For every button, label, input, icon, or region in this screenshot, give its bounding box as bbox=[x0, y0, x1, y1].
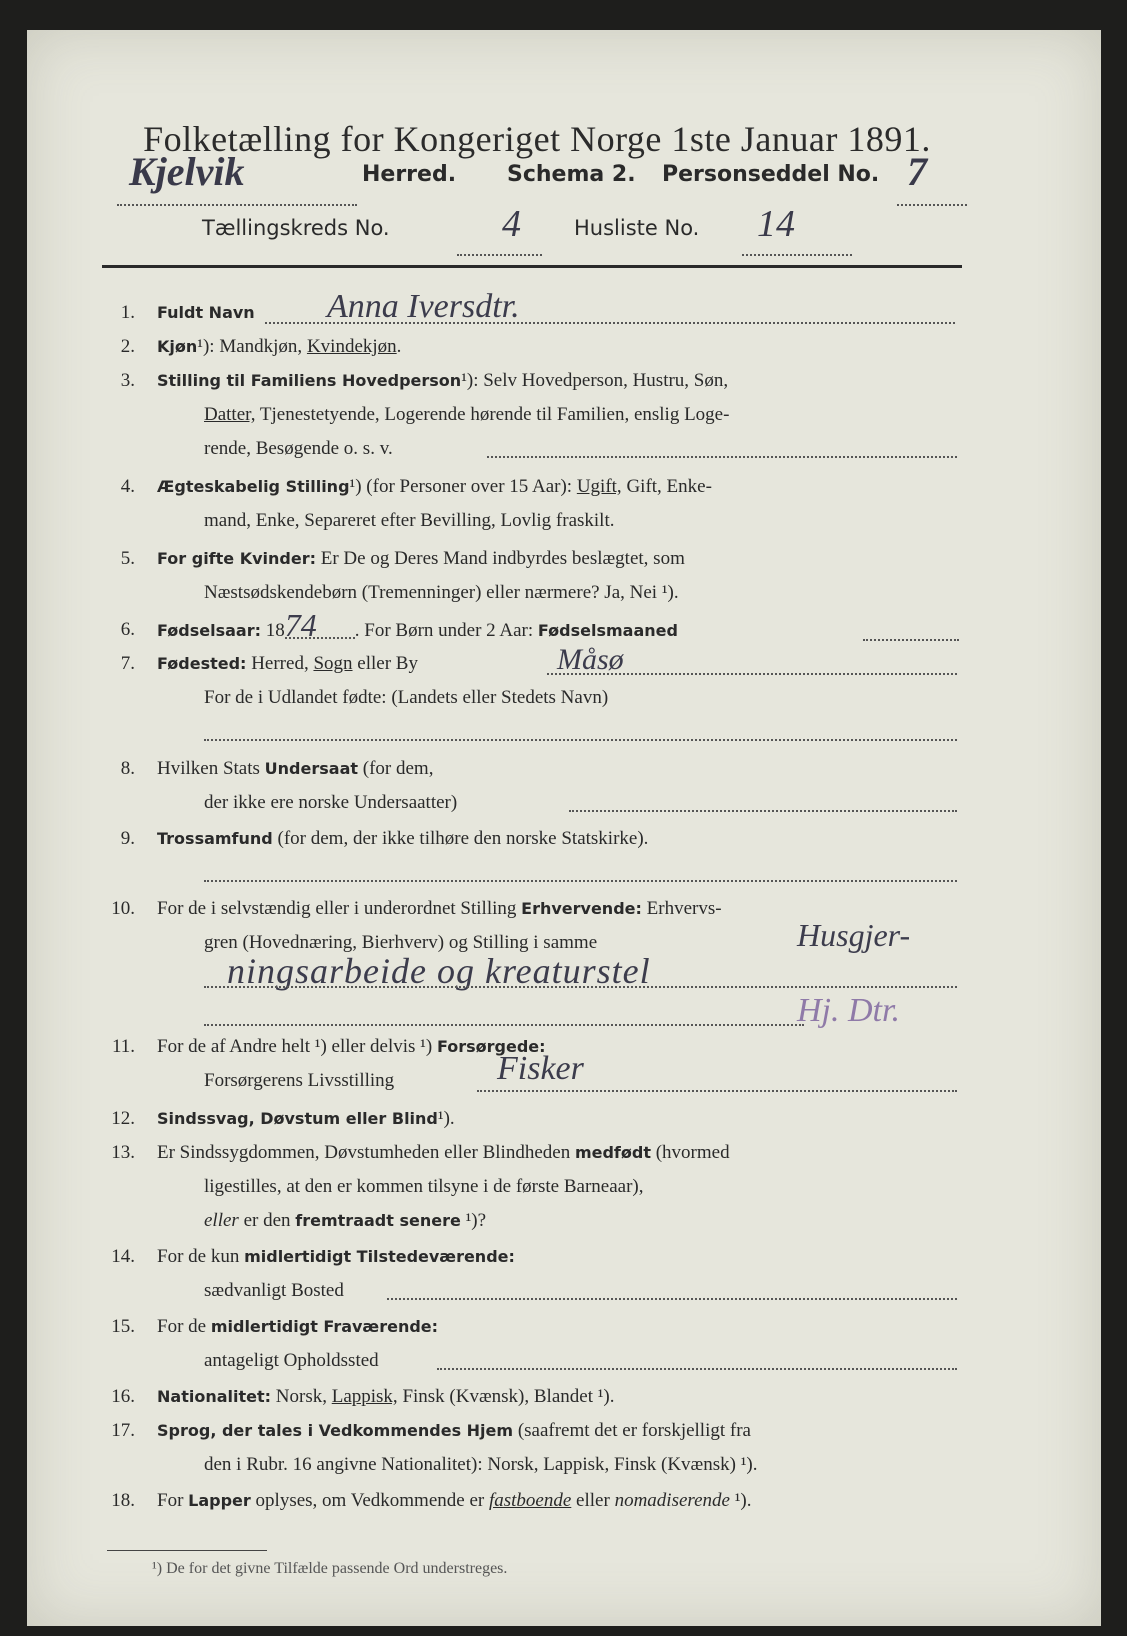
item-text: ¹): Selv Hovedperson, Hustru, Søn, bbox=[461, 370, 729, 391]
item-number: 10. bbox=[111, 898, 135, 919]
herred-name: Kjelvik bbox=[129, 149, 245, 194]
item-number: 1. bbox=[120, 302, 135, 323]
kreds-label: Tællingskreds No. bbox=[202, 216, 390, 240]
item-text: (hvormed bbox=[650, 1142, 730, 1163]
item-label: Kjøn bbox=[157, 337, 198, 356]
item-text: ¹)? bbox=[460, 1210, 487, 1231]
item-text: Erhvervs- bbox=[641, 898, 722, 919]
item-number: 6. bbox=[120, 619, 135, 640]
item-label: Fødselsmaaned bbox=[537, 621, 678, 640]
item-text: Norsk, bbox=[271, 1386, 332, 1407]
item-text: eller bbox=[571, 1490, 615, 1511]
item-text: er den bbox=[238, 1210, 296, 1231]
item-number: 7. bbox=[120, 653, 135, 674]
herred-label: Herred. bbox=[362, 162, 457, 187]
item-number: 4. bbox=[120, 476, 135, 497]
item-label: Fuldt Navn bbox=[157, 303, 255, 322]
selected-option: Lappisk, bbox=[331, 1386, 398, 1407]
item-label: Fødested: bbox=[157, 654, 247, 673]
item-12 bbox=[87, 1102, 967, 1136]
item-text: mand, Enke, Separeret efter Bevilling, Lovlig fraskilt. bbox=[204, 510, 615, 531]
item-text: For de af Andre helt ¹) eller delvis ¹) bbox=[157, 1036, 437, 1057]
item-label: midlertidigt Fraværende: bbox=[210, 1317, 439, 1336]
item-number: 5. bbox=[120, 548, 135, 569]
item-label: Ægteskabelig Stilling bbox=[157, 477, 350, 496]
item-label: Lapper bbox=[188, 1491, 251, 1510]
item-text: Er Sindssygdommen, Døvstumheden eller Blindheden bbox=[157, 1142, 575, 1163]
personseddel-label: Personseddel No. bbox=[662, 162, 880, 187]
item-15 bbox=[87, 1310, 967, 1378]
item-text: (for dem, bbox=[358, 758, 434, 779]
item-9 bbox=[87, 822, 967, 890]
item-label: Stilling til Familiens Hovedperson bbox=[157, 371, 462, 390]
item-text: nomadiserende bbox=[614, 1490, 730, 1511]
item-number: 9. bbox=[120, 828, 135, 849]
item-label: Nationalitet: bbox=[157, 1387, 272, 1406]
item-label: Sindssvag, Døvstum eller Blind bbox=[157, 1109, 438, 1128]
footnote-divider bbox=[107, 1550, 267, 1551]
item-text: For de i selvstændig eller i underordnet Stilling bbox=[157, 898, 522, 919]
provider-value: Fisker bbox=[497, 1050, 584, 1087]
item-number: 11. bbox=[111, 1036, 135, 1057]
item-text: antageligt Opholdssted bbox=[204, 1350, 379, 1371]
kreds-no: 4 bbox=[502, 203, 521, 245]
item-text: eller bbox=[204, 1210, 239, 1231]
item-text: For de i Udlandet fødte: (Landets eller Stedets Navn) bbox=[204, 687, 609, 708]
item-number: 15. bbox=[111, 1316, 135, 1337]
item-text: 18 bbox=[261, 620, 285, 641]
item-text: Tjenestetyende, Logerende hørende til Familien, enslig Loge- bbox=[255, 404, 730, 425]
item-text: Næstsødskendebørn (Tremenninger) eller nærmere? Ja, Nei ¹). bbox=[204, 582, 679, 603]
item-7 bbox=[87, 643, 967, 749]
occupation-value-2: ningsarbeide og kreaturstel bbox=[227, 951, 651, 991]
item-text: Finsk (Kvænsk), Blandet ¹). bbox=[397, 1386, 615, 1407]
item-label: Fødselsaar: bbox=[157, 621, 261, 640]
item-text: fastboende bbox=[488, 1490, 572, 1511]
item-number: 12. bbox=[111, 1108, 135, 1129]
item-text: Er De og Deres Mand indbyrdes beslægtet, som bbox=[316, 548, 685, 569]
item-number: 3. bbox=[120, 370, 135, 391]
item-17 bbox=[87, 1414, 967, 1482]
item-13 bbox=[87, 1136, 967, 1238]
item-14 bbox=[87, 1240, 967, 1308]
item-1 bbox=[87, 288, 967, 330]
item-text: (for dem, der ikke tilhøre den norske Statskirke). bbox=[272, 828, 649, 849]
item-text: . For Børn under 2 Aar: bbox=[354, 620, 538, 641]
item-number: 8. bbox=[120, 758, 135, 779]
personseddel-no: 7 bbox=[907, 149, 927, 194]
item-text: For de kun bbox=[157, 1246, 245, 1267]
item-label: Erhvervende: bbox=[521, 899, 642, 918]
item-text: (saafremt det er forskjelligt fra bbox=[513, 1420, 751, 1441]
item-number: 16. bbox=[111, 1386, 135, 1407]
item-text: Forsørgerens Livsstilling bbox=[204, 1070, 395, 1091]
birth-year-value: 74 bbox=[285, 613, 355, 639]
item-text: For bbox=[157, 1490, 189, 1511]
selected-option: Ugift, bbox=[576, 476, 622, 497]
item-label: Trossamfund bbox=[157, 829, 273, 848]
item-18 bbox=[87, 1484, 967, 1518]
birthplace-value: Måsø bbox=[557, 643, 624, 676]
item-number: 14. bbox=[111, 1246, 135, 1267]
header-divider bbox=[102, 265, 962, 268]
selected-option: Sogn bbox=[313, 653, 353, 674]
husliste-label: Husliste No. bbox=[574, 216, 700, 240]
item-4 bbox=[87, 470, 967, 538]
item-10 bbox=[87, 892, 967, 1042]
item-text: eller By bbox=[352, 653, 418, 674]
item-3 bbox=[87, 364, 967, 466]
item-number: 2. bbox=[120, 336, 135, 357]
item-label: Sprog, der tales i Vedkommendes Hjem bbox=[157, 1421, 514, 1440]
full-name-value: Anna Iversdtr. bbox=[327, 288, 520, 325]
schema-label: Schema 2. bbox=[507, 162, 636, 187]
selected-option: Kvindekjøn bbox=[306, 336, 397, 357]
item-6 bbox=[87, 607, 967, 647]
item-text: Herred, bbox=[246, 653, 314, 674]
item-text: . bbox=[396, 336, 402, 357]
item-text: ¹) (for Personer over 15 Aar): bbox=[349, 476, 577, 497]
item-text: rende, Besøgende o. s. v. bbox=[204, 438, 393, 459]
item-label: Undersaat bbox=[264, 759, 359, 778]
item-text: Gift, Enke- bbox=[621, 476, 712, 497]
selected-option: Datter, bbox=[204, 404, 256, 425]
item-text: ligestilles, at den er kommen tilsyne i de første Barneaar), bbox=[204, 1176, 644, 1197]
form-title: Folketælling for Kongeriget Norge 1ste Januar 1891. bbox=[143, 119, 931, 159]
item-text: ¹). bbox=[437, 1108, 455, 1129]
occupation-value-1: Husgjer- bbox=[797, 917, 911, 953]
item-text: gren (Hovednæring, Bierhverv) og Stilling i samme bbox=[204, 932, 598, 953]
husliste-no: 14 bbox=[757, 203, 795, 245]
item-number: 18. bbox=[111, 1490, 135, 1511]
item-5 bbox=[87, 542, 967, 610]
census-form-sheet bbox=[27, 30, 1101, 1626]
item-label: fremtraadt senere bbox=[295, 1211, 461, 1230]
item-11 bbox=[87, 1030, 967, 1098]
item-text: oplyses, om Vedkommende er bbox=[250, 1490, 489, 1511]
occupation-annotation: Hj. Dtr. bbox=[797, 992, 900, 1029]
item-text: den i Rubr. 16 angivne Nationalitet): Norsk, Lappisk, Finsk (Kvænsk) ¹). bbox=[204, 1454, 758, 1475]
item-label: Forsørgede: bbox=[436, 1037, 546, 1056]
item-text: ¹). bbox=[729, 1490, 752, 1511]
footnote: ¹) De for det givne Tilfælde passende Ord understreges. bbox=[152, 1560, 508, 1577]
item-label: midlertidigt Tilstedeværende: bbox=[244, 1247, 515, 1266]
item-number: 17. bbox=[111, 1420, 135, 1441]
item-text: ¹): Mandkjøn, bbox=[197, 336, 307, 357]
item-text: Hvilken Stats bbox=[157, 758, 265, 779]
item-text: sædvanligt Bosted bbox=[204, 1280, 344, 1301]
item-text: der ikke ere norske Undersaatter) bbox=[204, 792, 458, 813]
item-number: 13. bbox=[111, 1142, 135, 1163]
item-8 bbox=[87, 752, 967, 820]
item-text: For de bbox=[157, 1316, 211, 1337]
item-label: medfødt bbox=[574, 1143, 651, 1162]
item-label: For gifte Kvinder: bbox=[157, 549, 316, 568]
item-16 bbox=[87, 1380, 967, 1414]
item-2 bbox=[87, 330, 967, 364]
